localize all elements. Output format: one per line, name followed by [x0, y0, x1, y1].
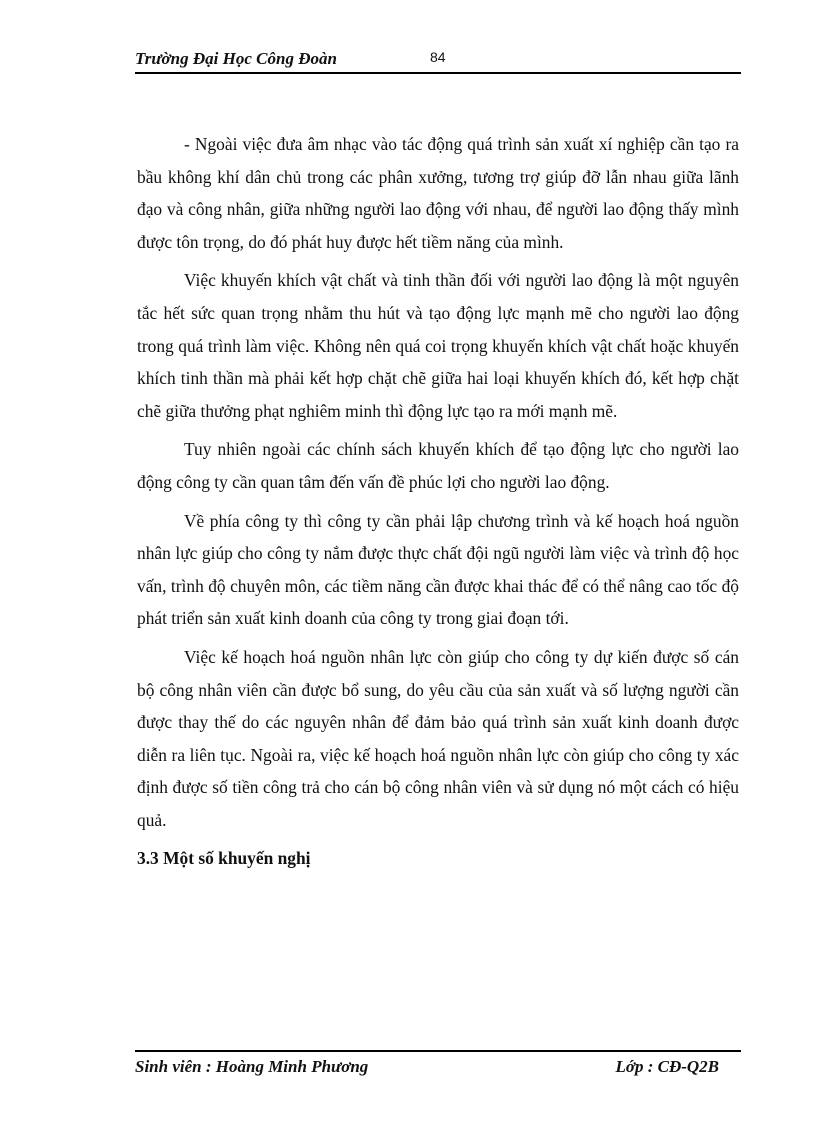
document-body	[137, 128, 739, 874]
paragraph: - Ngoài việc đưa âm nhạc vào tác động quá trình sản xuất xí nghiệp cần tạo ra bầu không khí dân chủ trong các phân xưởng, tương trợ giúp đỡ lẫn nhau giữa lãnh đạo và công nhân, giữa những người lao động với nhau, để người lao động thấy mình được tôn trọng, do đó phát huy được hết tiềm năng của mình.	[137, 134, 739, 252]
page-header	[135, 44, 741, 74]
paragraph: Về phía công ty thì công ty cần phải lập chương trình và kế hoạch hoá nguồn nhân lực giúp cho công ty nắm được thực chất đội ngũ người làm việc và trình độ học vấn, trình độ chuyên môn, các tiềm năng cần được khai thác để có thể nâng cao tốc độ phát triển sản xuất kinh doanh của công ty trong giai đoạn tới.	[137, 510, 739, 629]
paragraph: Tuy nhiên ngoài các chính sách khuyến khích để tạo động lực cho người lao động công ty cần quan tâm đến vấn đề phúc lợi cho người lao động.	[137, 439, 739, 492]
section-heading: 3.3 Một số khuyến nghị	[137, 848, 311, 869]
page-footer	[135, 1050, 741, 1082]
student-name: Sinh viên : Hoàng Minh Phương	[135, 1057, 369, 1076]
page-number: 84	[430, 49, 446, 65]
school-name: Trường Đại Học Công Đoàn	[135, 49, 337, 68]
paragraph: Việc khuyến khích vật chất và tinh thần đối với người lao động là một nguyên tắc hết sức quan trọng nhằm thu hút và tạo động lực mạnh mẽ cho người lao động trong quá trình làm việc. Không nên quá coi trọng khuyến khích vật chất hoặc khuyến khích tinh thần mà phải kết hợp chặt chẽ giữa hai loại khuyến khích đó, kết hợp chặt chẽ giữa thưởng phạt nghiêm minh thì động lực tạo ra mới mạnh mẽ.	[137, 270, 739, 421]
paragraph: Việc kế hoạch hoá nguồn nhân lực còn giúp cho công ty dự kiến được số cán bộ công nhân viên cần được bổ sung, do yêu cầu của sản xuất và số lượng người cần được thay thế do các nguyên nhân để đảm bảo quá trình sản xuất kinh doanh được diễn ra liên tục. Ngoài ra, việc kế hoạch hoá nguồn nhân lực còn giúp cho công ty xác định được số tiền công trả cho cán bộ công nhân viên và sử dụng nó một cách có hiệu quả.	[137, 646, 739, 830]
class-code: Lớp : CĐ-Q2B	[615, 1057, 719, 1076]
